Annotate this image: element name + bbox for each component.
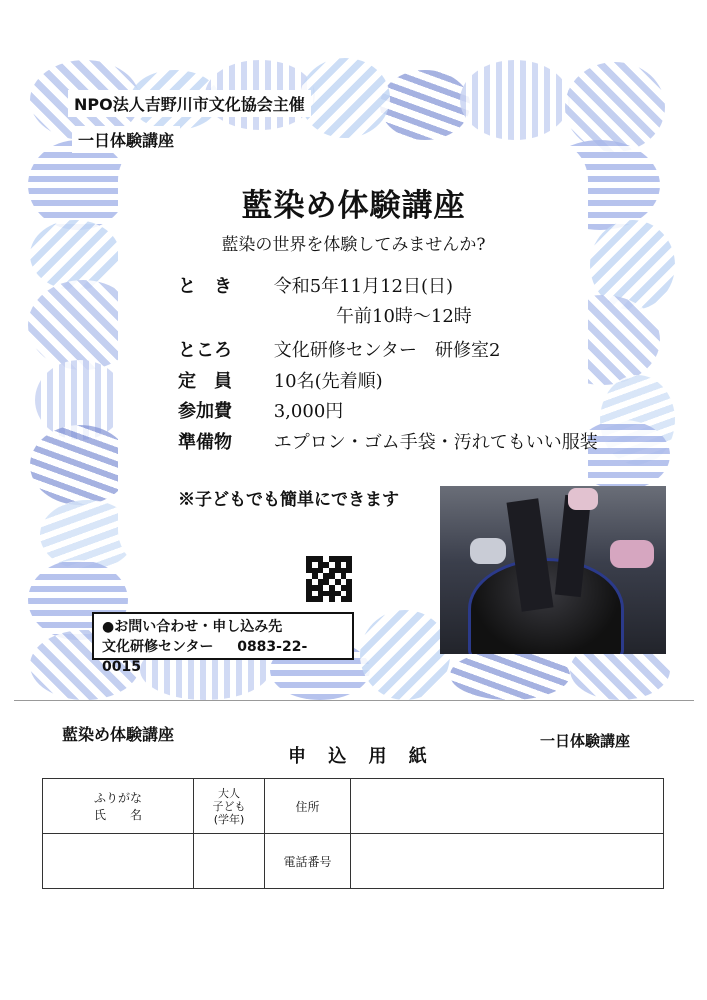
phone-label: 電話番号: [265, 834, 351, 889]
striped-circle: [565, 62, 665, 152]
striped-circle: [380, 70, 470, 140]
name-label: 氏 名: [93, 808, 142, 822]
striped-circle: [300, 58, 390, 138]
fee-label: 参加費: [178, 401, 232, 422]
organizer-label: NPO法人吉野川市文化協会主催: [68, 90, 311, 117]
cut-line: [14, 700, 694, 701]
contact-heading: ●お問い合わせ・申し込み先: [102, 619, 283, 635]
info-time-row: [336, 302, 472, 328]
info-place-row: [178, 336, 500, 362]
course-type-label: 一日体験講座: [72, 126, 180, 153]
items-label: 準備物: [178, 432, 232, 453]
form-right-title: 一日体験講座: [540, 732, 631, 750]
note-text: ※子どもでも簡単にできます: [178, 490, 399, 510]
fee-value: 3,000円: [273, 401, 344, 422]
name-input-cell[interactable]: [43, 834, 194, 889]
adult-label: 大人: [218, 786, 240, 800]
date-label: と き: [178, 276, 232, 297]
furigana-label: ふりがな: [93, 791, 142, 805]
address-label: 住所: [265, 779, 351, 834]
page-subtitle: 藍染の世界を体験してみませんか?: [221, 235, 486, 255]
time-value: 午前10時～12時: [336, 306, 472, 327]
contact-phone[interactable]: 0883-22-0015: [102, 639, 308, 675]
contact-line: [102, 637, 344, 677]
items-value: エプロン・ゴム手袋・汚れてもいい服装: [273, 432, 598, 453]
phone-input-cell[interactable]: [351, 834, 664, 889]
grade-label: (学年): [213, 812, 245, 826]
date-value: 令和5年11月12日(日): [273, 276, 454, 297]
indigo-dyeing-photo: [440, 486, 666, 654]
glove: [610, 540, 654, 568]
info-date-row: [178, 272, 453, 298]
name-header-cell: [43, 779, 194, 834]
place-label: ところ: [178, 340, 232, 361]
form-left-title: 藍染め体験講座: [62, 725, 175, 744]
striped-circle: [460, 60, 570, 140]
striped-circle: [30, 425, 130, 505]
place-value: 文化研修センター 研修室2: [273, 340, 501, 361]
form-center-title: 申 込 用 紙: [288, 746, 435, 767]
child-label: 子ども: [212, 799, 246, 813]
glove: [470, 538, 506, 564]
glove: [568, 488, 598, 510]
qr-code-icon[interactable]: [306, 556, 352, 602]
address-input-cell[interactable]: [351, 779, 664, 834]
contact-name: 文化研修センター: [102, 639, 214, 655]
capacity-value: 10名(先着順): [273, 371, 383, 392]
striped-circle: [360, 610, 450, 700]
contact-box: [92, 612, 354, 675]
info-capacity-row: [178, 367, 383, 393]
age-header-cell: [194, 779, 265, 834]
info-fee-row: [178, 397, 343, 423]
application-form-table: [42, 778, 664, 889]
page-title: 藍染め体験講座: [241, 188, 466, 224]
striped-circle: [450, 650, 570, 700]
capacity-label: 定 員: [178, 371, 232, 392]
info-items-row: [178, 428, 598, 454]
age-input-cell[interactable]: [194, 834, 265, 889]
